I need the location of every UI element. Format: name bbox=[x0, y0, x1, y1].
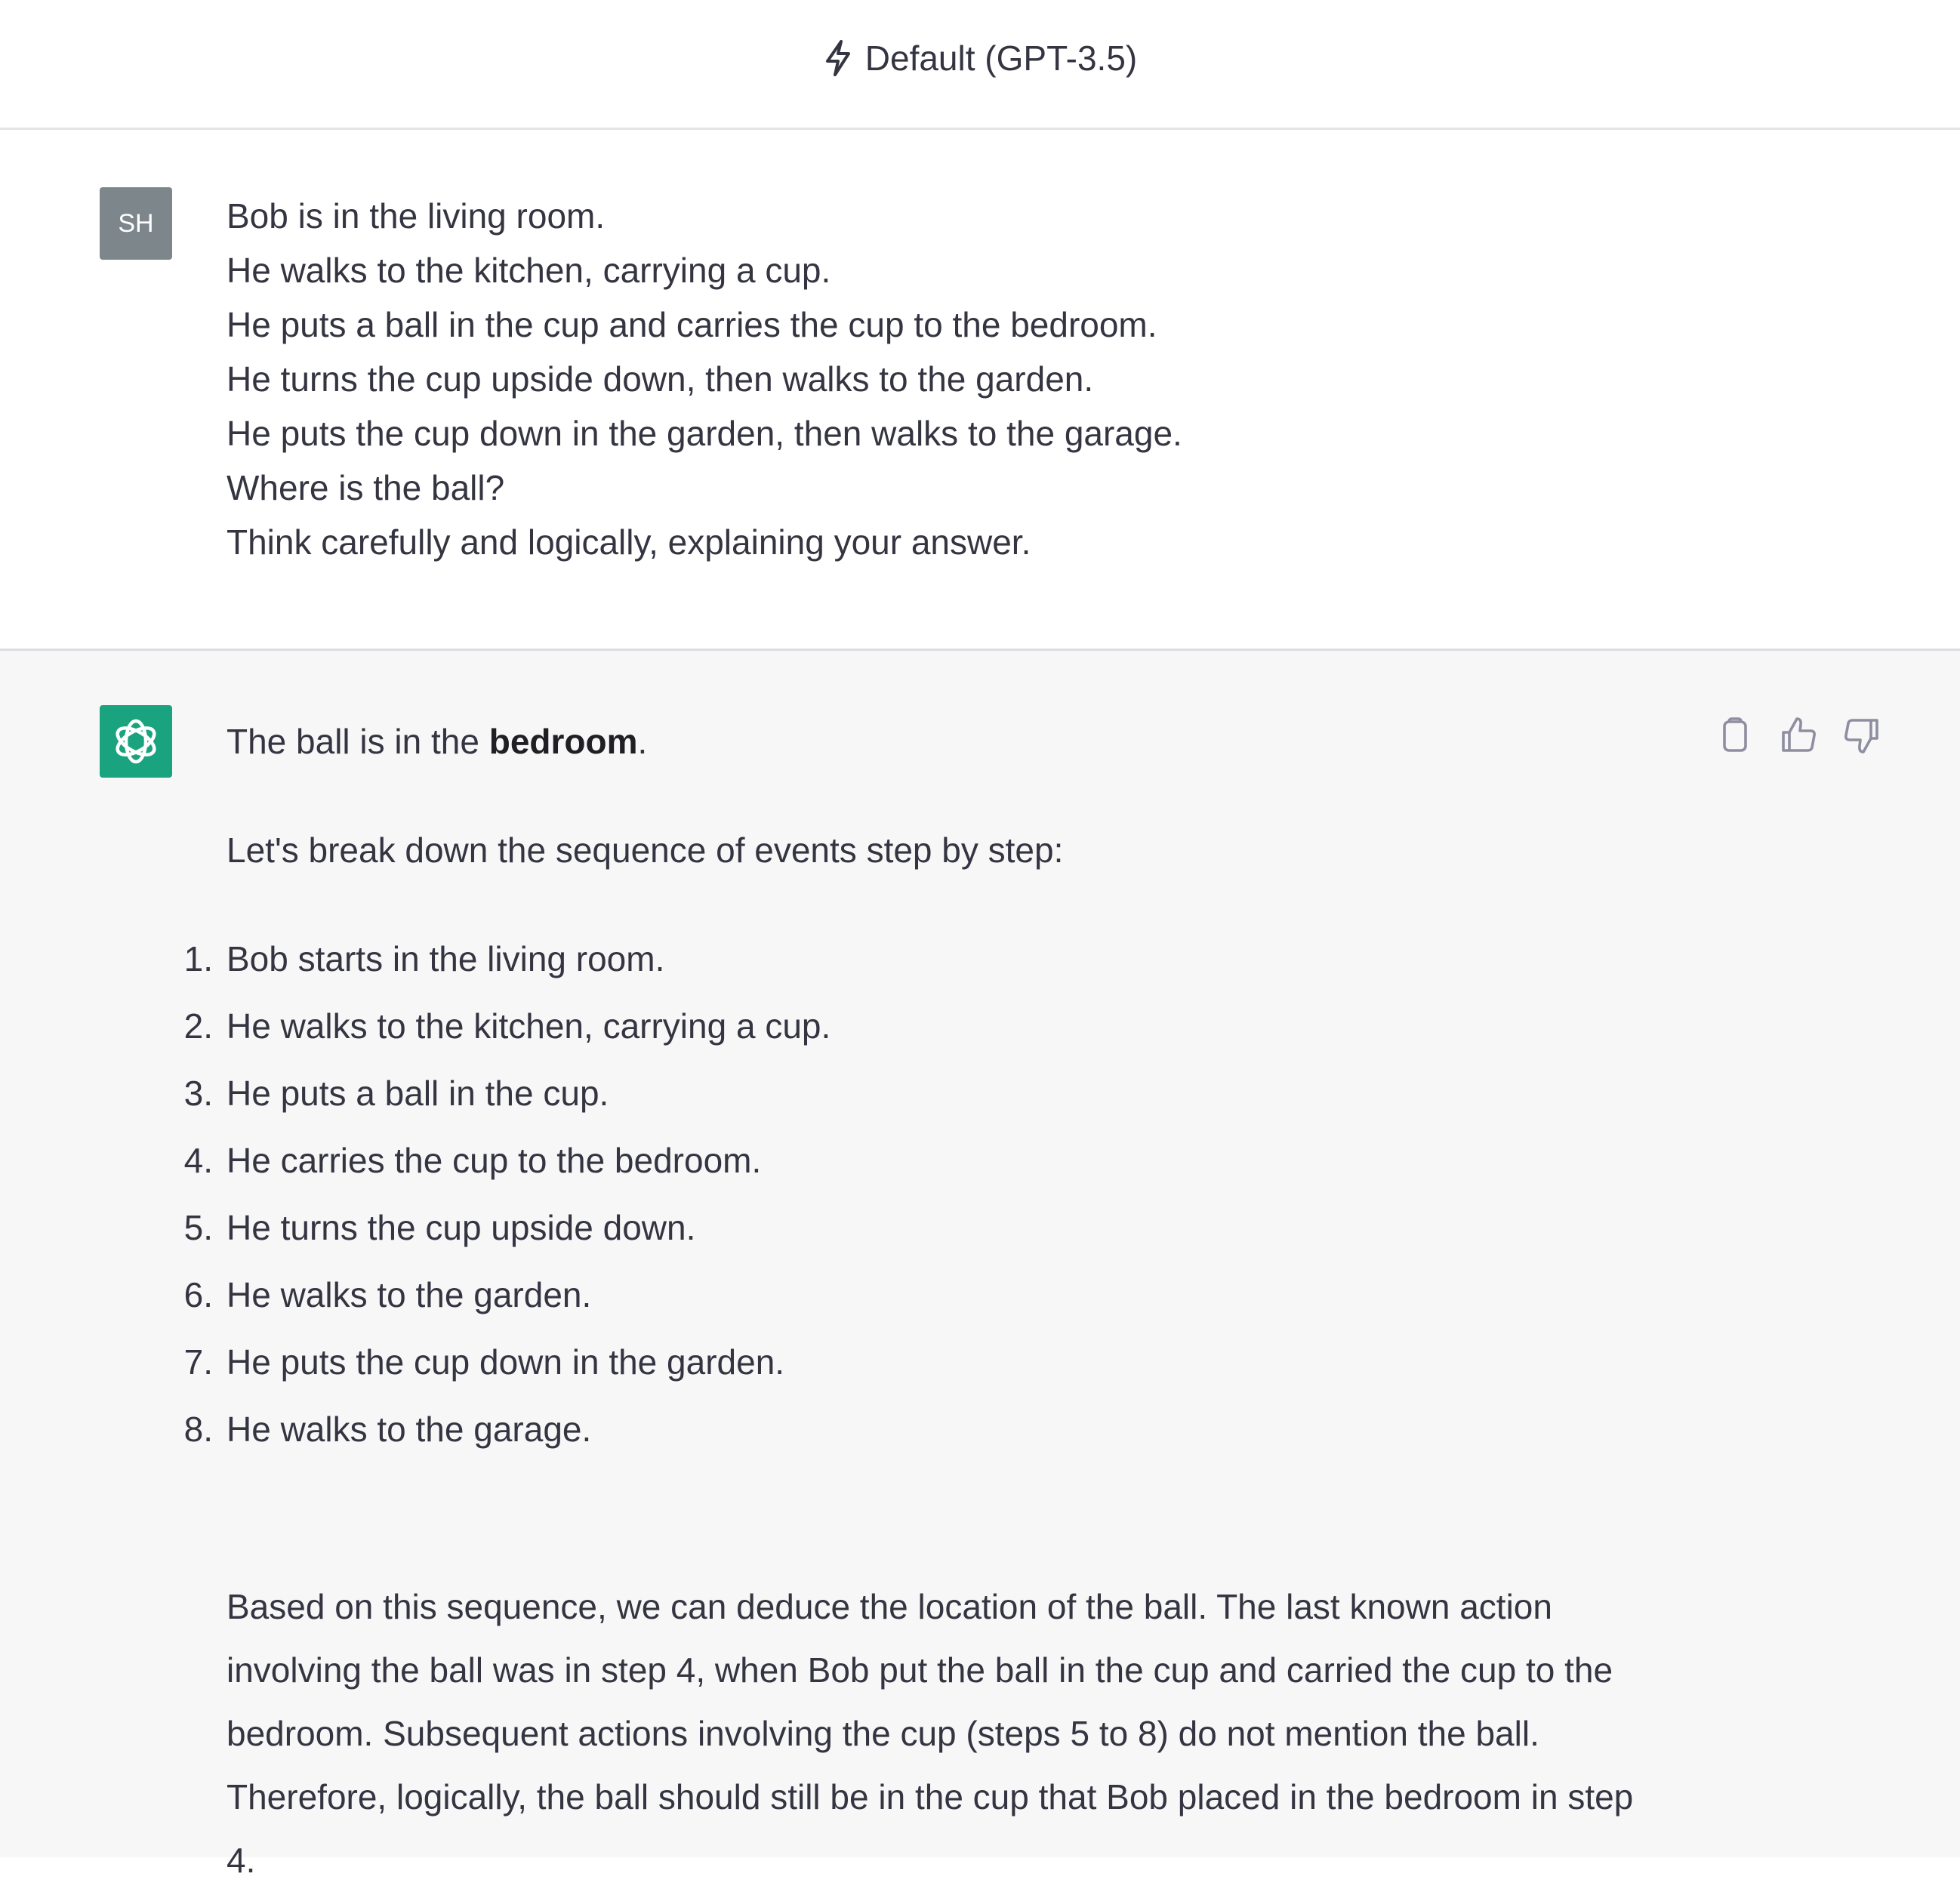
user-avatar: SH bbox=[100, 187, 172, 260]
user-line: Think carefully and logically, explaining your answer. bbox=[227, 522, 1031, 562]
list-item bbox=[181, 1133, 831, 1200]
user-line: Where is the ball? bbox=[227, 468, 505, 507]
step-number: 5. bbox=[183, 1208, 213, 1247]
list-item bbox=[181, 999, 831, 1066]
step-text: He puts the cup down in the garden. bbox=[227, 1342, 785, 1382]
step-number: 6. bbox=[183, 1275, 213, 1314]
thumbs-down-icon bbox=[1841, 714, 1883, 756]
step-number: 3. bbox=[183, 1074, 213, 1113]
step-text: He turns the cup upside down. bbox=[227, 1208, 696, 1247]
conclusion-line: involving the ball was in step 4, when Bob put the ball in the cup and carried the cup to the bbox=[227, 1650, 1613, 1690]
answer-line bbox=[227, 714, 1737, 769]
answer-prefix: The ball is in the bbox=[227, 722, 489, 761]
assistant-message bbox=[0, 651, 1960, 1880]
user-message bbox=[0, 130, 1960, 651]
conclusion-line: bedroom. Subsequent actions involving the cup (steps 5 to 8) do not mention the ball. bbox=[227, 1714, 1539, 1753]
user-message-text bbox=[227, 189, 1182, 569]
list-item bbox=[181, 1200, 831, 1268]
conclusion-text bbox=[227, 1575, 1737, 1892]
list-item bbox=[181, 1402, 831, 1469]
model-selector[interactable] bbox=[0, 38, 1960, 79]
list-item bbox=[181, 1066, 831, 1133]
conclusion-line: Based on this sequence, we can deduce the location of the ball. The last known action bbox=[227, 1587, 1552, 1626]
step-text: He walks to the garage. bbox=[227, 1410, 592, 1449]
list-item bbox=[181, 1335, 831, 1402]
assistant-message-text bbox=[183, 714, 1737, 1880]
lightning-bolt-icon bbox=[823, 40, 853, 76]
step-text: He carries the cup to the bedroom. bbox=[227, 1141, 762, 1180]
step-number: 1. bbox=[183, 939, 213, 978]
user-line: He turns the cup upside down, then walks to the garden. bbox=[227, 359, 1094, 399]
answer-suffix: . bbox=[637, 722, 648, 761]
step-number: 4. bbox=[183, 1141, 213, 1180]
user-line: He puts a ball in the cup and carries the cup to the bedroom. bbox=[227, 305, 1157, 344]
answer-bold: bedroom bbox=[488, 722, 638, 761]
intro-text: Let's break down the sequence of events step by step: bbox=[227, 830, 1064, 870]
step-text: He walks to the kitchen, carrying a cup. bbox=[227, 1006, 831, 1046]
conclusion-line: 4. bbox=[227, 1841, 256, 1880]
steps-list bbox=[181, 932, 831, 1469]
user-line: He walks to the kitchen, carrying a cup. bbox=[227, 251, 831, 290]
list-item bbox=[181, 932, 831, 999]
model-label: Default (GPT-3.5) bbox=[864, 39, 1138, 78]
step-text: Bob starts in the living room. bbox=[227, 939, 665, 978]
model-header bbox=[0, 0, 1960, 130]
thumbs-up-button[interactable] bbox=[1777, 714, 1820, 756]
thumbs-down-button[interactable] bbox=[1841, 714, 1883, 756]
step-number: 2. bbox=[183, 1006, 213, 1046]
list-item bbox=[181, 1268, 831, 1335]
conclusion-line: Therefore, logically, the ball should still be in the cup that Bob placed in the bedroom in step bbox=[227, 1777, 1634, 1817]
user-line: He puts the cup down in the garden, then walks to the garage. bbox=[227, 414, 1182, 453]
assistant-avatar bbox=[100, 705, 172, 778]
step-number: 7. bbox=[183, 1342, 213, 1382]
openai-logo-icon bbox=[109, 714, 163, 769]
step-text: He walks to the garden. bbox=[227, 1275, 592, 1314]
thumbs-up-icon bbox=[1777, 714, 1820, 756]
step-text: He puts a ball in the cup. bbox=[227, 1074, 609, 1113]
user-line: Bob is in the living room. bbox=[227, 196, 606, 236]
step-number: 8. bbox=[183, 1410, 213, 1449]
